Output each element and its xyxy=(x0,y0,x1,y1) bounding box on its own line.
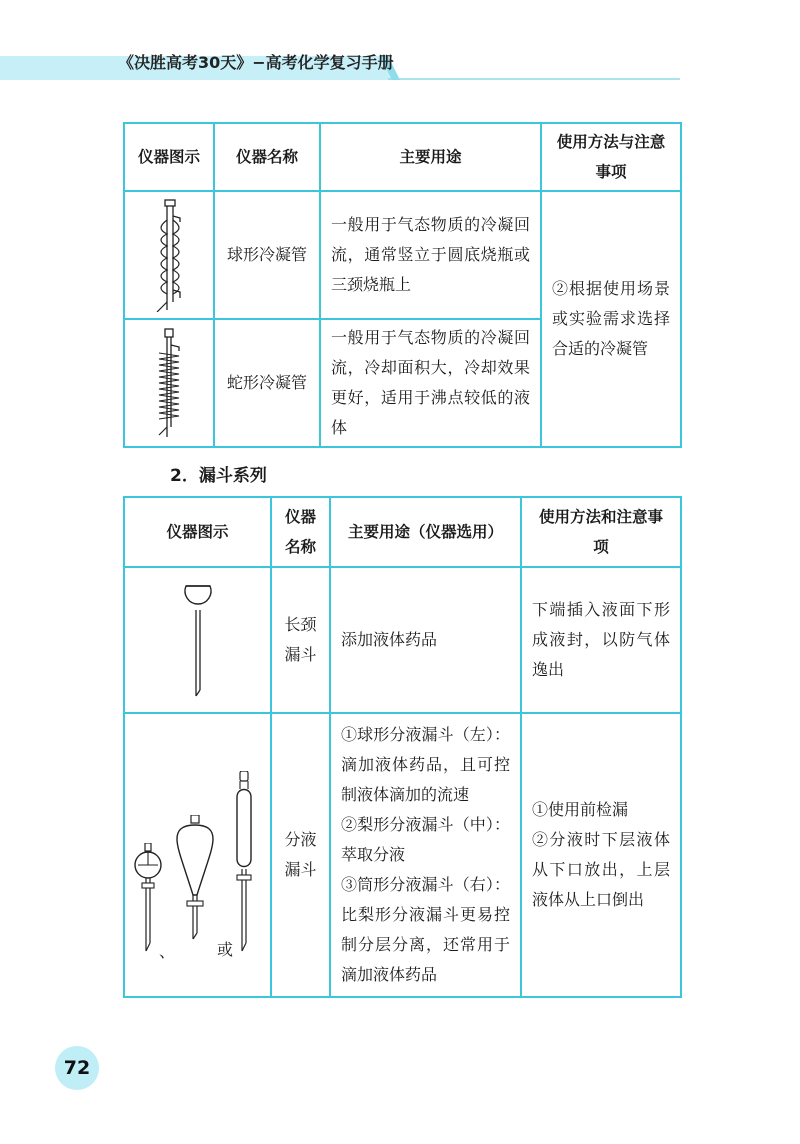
header-diagram: 仪器图示 xyxy=(124,497,271,567)
long-neck-funnel-icon xyxy=(178,580,218,700)
use-line: ①球形分液漏斗（左）：滴加液体药品，且可控制液体滴加的流速 xyxy=(341,725,510,804)
header-use: 主要用途 xyxy=(320,123,541,191)
section-heading: 2．漏斗系列 xyxy=(170,466,267,486)
coil-condenser-use: 一般用于气态物质的冷凝回流，冷却面积大，冷却效果更好，适用于沸点较低的液体 xyxy=(320,319,541,447)
long-neck-funnel-name: 长颈漏斗 xyxy=(271,567,330,713)
separatory-funnel-cell xyxy=(124,713,271,997)
cylindrical-separatory-funnel-icon xyxy=(229,771,259,955)
pear-separatory-funnel-icon xyxy=(173,815,217,943)
coil-condenser-cell xyxy=(124,319,214,447)
condenser-table xyxy=(123,122,682,448)
bulb-condenser-cell xyxy=(124,191,214,319)
funnel-table xyxy=(123,496,682,998)
separatory-funnel-use xyxy=(330,713,521,997)
note-line: ①使用前检漏 xyxy=(532,800,629,819)
separator-or: 或 xyxy=(217,940,234,959)
header-name: 仪器名称 xyxy=(271,497,330,567)
long-neck-funnel-use: 添加液体药品 xyxy=(330,567,521,713)
coil-condenser-icon xyxy=(149,327,189,439)
separatory-funnel-name: 分液漏斗 xyxy=(271,713,330,997)
separatory-funnel-notes xyxy=(521,713,681,997)
use-line: ②梨形分液漏斗（中）：萃取分液 xyxy=(341,815,510,864)
long-neck-funnel-notes: 下端插入液面下形成液封，以防气体逸出 xyxy=(521,567,681,713)
header-title: 《决胜高考30天》−高考化学复习手册 xyxy=(118,53,394,72)
header-notes: 使用方法与注意事项 xyxy=(541,123,681,191)
page-number: 72 xyxy=(63,1057,91,1079)
header-name: 仪器名称 xyxy=(214,123,320,191)
condenser-notes: ②根据使用场景或实验需求选择合适的冷凝管 xyxy=(541,191,681,447)
bulb-condenser-icon xyxy=(149,198,189,312)
note-line: ②分液时下层液体从下口放出，上层液体从上口倒出 xyxy=(532,830,670,909)
header-use: 主要用途（仪器选用） xyxy=(330,497,521,567)
header-notes: 使用方法和注意事项 xyxy=(521,497,681,567)
coil-condenser-name: 蛇形冷凝管 xyxy=(214,319,320,447)
bulb-condenser-use: 一般用于气态物质的冷凝回流，通常竖立于圆底烧瓶或三颈烧瓶上 xyxy=(320,191,541,319)
header-diagram: 仪器图示 xyxy=(124,123,214,191)
bulb-condenser-name: 球形冷凝管 xyxy=(214,191,320,319)
long-neck-funnel-cell xyxy=(124,567,271,713)
separator-comma: 、 xyxy=(159,942,176,961)
use-line: ③筒形分液漏斗（右）：比梨形分液漏斗更易控制分层分离，还常用于滴加液体药品 xyxy=(341,875,510,984)
